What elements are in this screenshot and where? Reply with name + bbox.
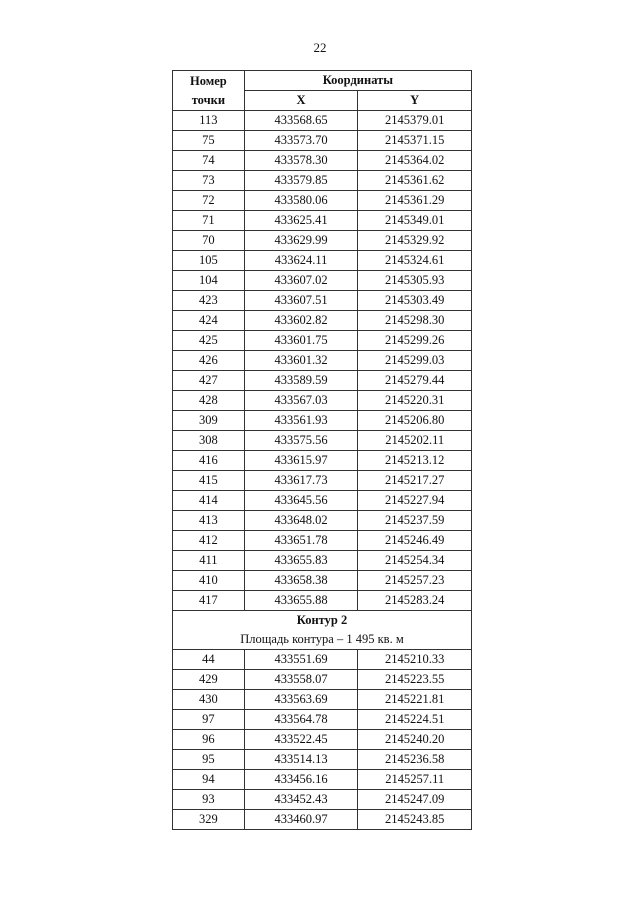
point-number-cell: 94 [173,770,245,790]
x-coordinate-cell: 433452.43 [244,790,358,810]
y-coordinate-cell: 2145254.34 [358,551,472,571]
x-coordinate-cell: 433607.51 [244,291,358,311]
x-coordinate-cell: 433615.97 [244,451,358,471]
y-coordinate-cell: 2145257.11 [358,770,472,790]
table-row [173,670,472,690]
y-coordinate-cell: 2145329.92 [358,231,472,251]
point-number-cell: 410 [173,571,245,591]
table-row [173,371,472,391]
point-number-cell: 308 [173,431,245,451]
x-coordinate-cell: 433563.69 [244,690,358,710]
table-row [173,291,472,311]
contour-2-area: Площадь контура – 1 495 кв. м [240,632,404,646]
table-row [173,431,472,451]
y-column-header: Y [358,91,472,111]
y-coordinate-cell: 2145299.03 [358,351,472,371]
point-number-cell: 414 [173,491,245,511]
point-number-cell: 93 [173,790,245,810]
contour-2-title: Контур 2 [296,613,348,627]
x-coordinate-cell: 433629.99 [244,231,358,251]
y-coordinate-cell: 2145202.11 [358,431,472,451]
table-row [173,271,472,291]
point-number-cell: 329 [173,810,245,830]
point-number-cell: 113 [173,111,245,131]
table-row [173,571,472,591]
x-coordinate-cell: 433601.75 [244,331,358,351]
y-coordinate-cell: 2145224.51 [358,710,472,730]
y-coordinate-cell: 2145237.59 [358,511,472,531]
y-coordinate-cell: 2145213.12 [358,451,472,471]
table-row [173,790,472,810]
x-coordinate-cell: 433617.73 [244,471,358,491]
table-row [173,710,472,730]
y-coordinate-cell: 2145246.49 [358,531,472,551]
table-row [173,191,472,211]
x-coordinate-cell: 433567.03 [244,391,358,411]
y-coordinate-cell: 2145220.31 [358,391,472,411]
x-coordinate-cell: 433564.78 [244,710,358,730]
point-number-cell: 412 [173,531,245,551]
y-coordinate-cell: 2145227.94 [358,491,472,511]
y-coordinate-cell: 2145257.23 [358,571,472,591]
y-coordinate-cell: 2145364.02 [358,151,472,171]
table-row [173,451,472,471]
y-coordinate-cell: 2145221.81 [358,690,472,710]
point-number-cell: 415 [173,471,245,491]
x-coordinate-cell: 433648.02 [244,511,358,531]
table-row [173,351,472,371]
x-coordinate-cell: 433580.06 [244,191,358,211]
table-row [173,411,472,431]
x-coordinate-cell: 433568.65 [244,111,358,131]
table-row [173,730,472,750]
point-number-cell: 416 [173,451,245,471]
contour-2-heading [173,611,472,650]
x-coordinate-cell: 433575.56 [244,431,358,451]
table-row [173,591,472,611]
x-coordinate-cell: 433561.93 [244,411,358,431]
y-coordinate-cell: 2145361.29 [358,191,472,211]
table-row [173,111,472,131]
x-coordinate-cell: 433558.07 [244,670,358,690]
table-row [173,770,472,790]
point-number-cell: 71 [173,211,245,231]
point-number-cell: 426 [173,351,245,371]
y-coordinate-cell: 2145298.30 [358,311,472,331]
table-row [173,491,472,511]
x-coordinate-cell: 433578.30 [244,151,358,171]
table-row [173,331,472,351]
y-coordinate-cell: 2145279.44 [358,371,472,391]
x-coordinate-cell: 433625.41 [244,211,358,231]
table-row [173,131,472,151]
point-number-cell: 104 [173,271,245,291]
point-number-header-line2: точки [191,92,226,107]
point-number-cell: 105 [173,251,245,271]
point-number-cell: 423 [173,291,245,311]
y-coordinate-cell: 2145305.93 [358,271,472,291]
point-number-cell: 427 [173,371,245,391]
y-coordinate-cell: 2145371.15 [358,131,472,151]
x-coordinate-cell: 433601.32 [244,351,358,371]
table-row [173,650,472,670]
y-coordinate-cell: 2145236.58 [358,750,472,770]
table-row [173,750,472,770]
table-row [173,211,472,231]
y-coordinate-cell: 2145324.61 [358,251,472,271]
y-coordinate-cell: 2145283.24 [358,591,472,611]
point-number-cell: 428 [173,391,245,411]
point-number-cell: 74 [173,151,245,171]
contour-2-rows [173,650,472,830]
y-coordinate-cell: 2145206.80 [358,411,472,431]
point-number-cell: 309 [173,411,245,431]
x-coordinate-cell: 433522.45 [244,730,358,750]
point-number-cell: 424 [173,311,245,331]
point-number-header-line1: Номер [190,73,227,88]
table-row [173,311,472,331]
y-coordinate-cell: 2145243.85 [358,810,472,830]
x-coordinate-cell: 433658.38 [244,571,358,591]
table-row [173,690,472,710]
table-row [173,171,472,191]
y-coordinate-cell: 2145247.09 [358,790,472,810]
x-coordinate-cell: 433579.85 [244,171,358,191]
table-row [173,391,472,411]
point-number-cell: 70 [173,231,245,251]
x-coordinate-cell: 433624.11 [244,251,358,271]
point-number-cell: 411 [173,551,245,571]
y-coordinate-cell: 2145217.27 [358,471,472,491]
table-row [173,231,472,251]
x-coordinate-cell: 433645.56 [244,491,358,511]
y-coordinate-cell: 2145299.26 [358,331,472,351]
y-coordinate-cell: 2145210.33 [358,650,472,670]
y-coordinate-cell: 2145349.01 [358,211,472,231]
point-number-cell: 417 [173,591,245,611]
contour-1-rows [173,111,472,611]
x-coordinate-cell: 433651.78 [244,531,358,551]
point-number-cell: 44 [173,650,245,670]
contour-2-section [173,611,472,650]
x-coordinate-cell: 433655.88 [244,591,358,611]
point-number-cell: 429 [173,670,245,690]
x-coordinate-cell: 433573.70 [244,131,358,151]
x-column-header: X [244,91,358,111]
x-coordinate-cell: 433589.59 [244,371,358,391]
coordinates-table [172,70,472,830]
page-number: 22 [313,40,327,55]
point-number-cell: 95 [173,750,245,770]
point-number-cell: 413 [173,511,245,531]
point-number-header [173,71,245,111]
coordinates-header: Координаты [244,71,471,91]
table-row [173,251,472,271]
point-number-cell: 425 [173,331,245,351]
table-row [173,551,472,571]
table-header [173,71,472,111]
point-number-cell: 72 [173,191,245,211]
table-row [173,511,472,531]
y-coordinate-cell: 2145223.55 [358,670,472,690]
x-coordinate-cell: 433655.83 [244,551,358,571]
table-row [173,151,472,171]
y-coordinate-cell: 2145303.49 [358,291,472,311]
y-coordinate-cell: 2145361.62 [358,171,472,191]
x-coordinate-cell: 433514.13 [244,750,358,770]
point-number-cell: 96 [173,730,245,750]
table-row [173,471,472,491]
x-coordinate-cell: 433551.69 [244,650,358,670]
table-row [173,531,472,551]
x-coordinate-cell: 433602.82 [244,311,358,331]
point-number-cell: 75 [173,131,245,151]
point-number-cell: 430 [173,690,245,710]
table-row [173,810,472,830]
x-coordinate-cell: 433456.16 [244,770,358,790]
point-number-cell: 73 [173,171,245,191]
x-coordinate-cell: 433460.97 [244,810,358,830]
point-number-cell: 97 [173,710,245,730]
y-coordinate-cell: 2145240.20 [358,730,472,750]
y-coordinate-cell: 2145379.01 [358,111,472,131]
x-coordinate-cell: 433607.02 [244,271,358,291]
